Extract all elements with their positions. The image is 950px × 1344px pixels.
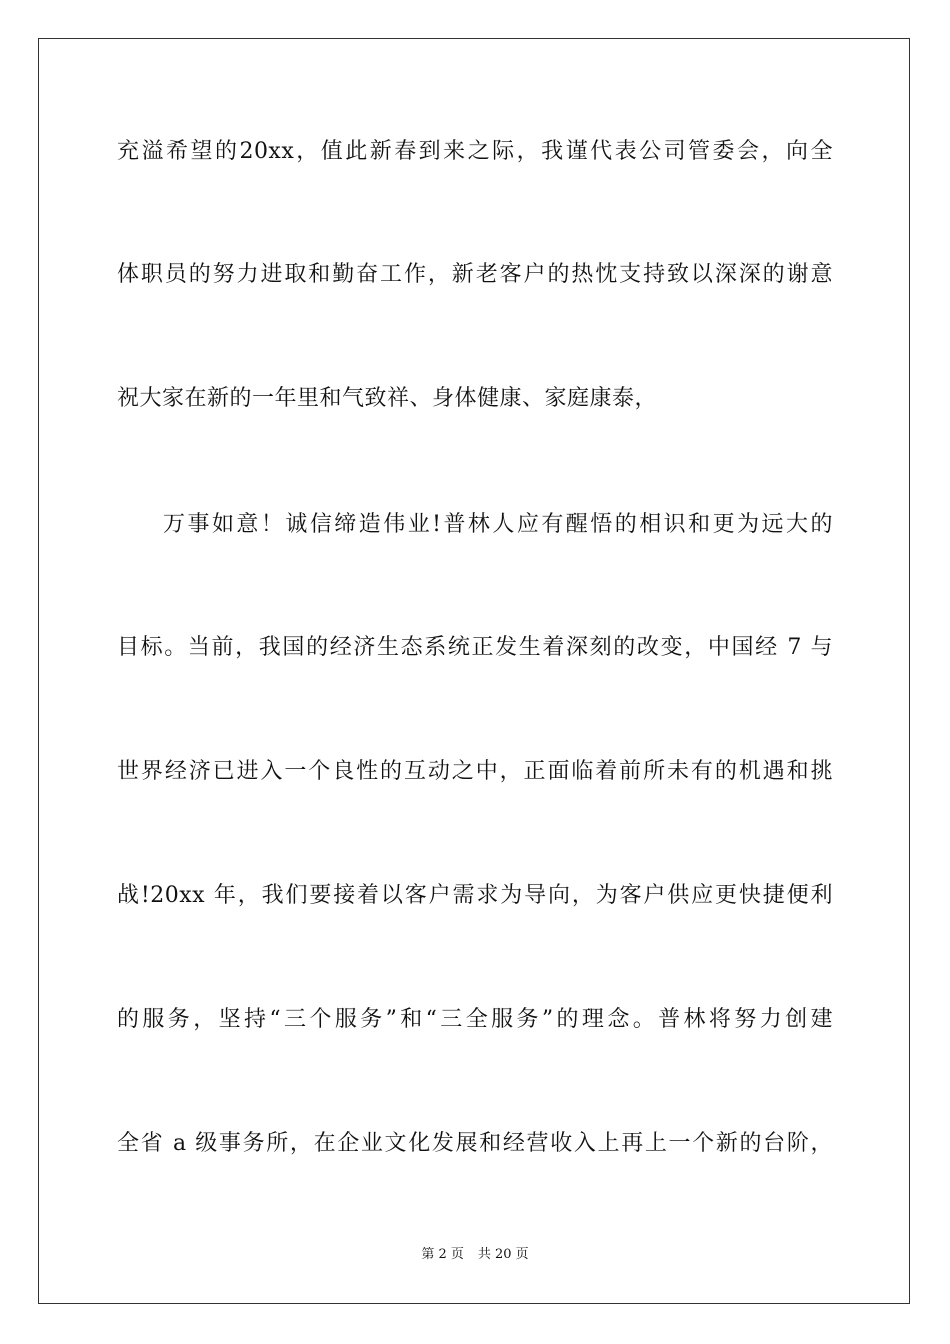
- page-total: 共 20 页: [477, 1247, 529, 1262]
- paragraph-line-4: 万事如意！诚信缔造伟业!普林人应有醒悟的相识和更为远大的: [163, 512, 833, 537]
- page-border: [38, 38, 910, 1304]
- paragraph-line-8: 的服务，坚持“三个服务”和“三全服务”的理念。普林将努力创建: [117, 1007, 833, 1032]
- page-number: 第 2 页: [421, 1247, 464, 1262]
- paragraph-line-2: 体职员的努力进取和勤奋工作，新老客户的热忱支持致以深深的谢意: [117, 262, 833, 287]
- paragraph-line-6: 世界经济已进入一个良性的互动之中，正面临着前所未有的机遇和挑: [117, 759, 833, 784]
- paragraph-line-1: 充溢希望的20xx，值此新春到来之际，我谨代表公司管委会，向全: [117, 139, 833, 164]
- paragraph-line-5: 目标。当前，我国的经济生态系统正发生着深刻的改变，中国经 7 与: [117, 635, 833, 660]
- paragraph-line-9: 全省 a 级事务所，在企业文化发展和经营收入上再上一个新的台阶，: [117, 1131, 833, 1156]
- page-footer: [0, 1246, 950, 1264]
- paragraph-line-7: 战!20xx 年，我们要接着以客户需求为导向，为客户供应更快捷便利: [117, 883, 833, 908]
- paragraph-line-3: 祝大家在新的一年里和气致祥、身体健康、家庭康泰，: [117, 386, 658, 411]
